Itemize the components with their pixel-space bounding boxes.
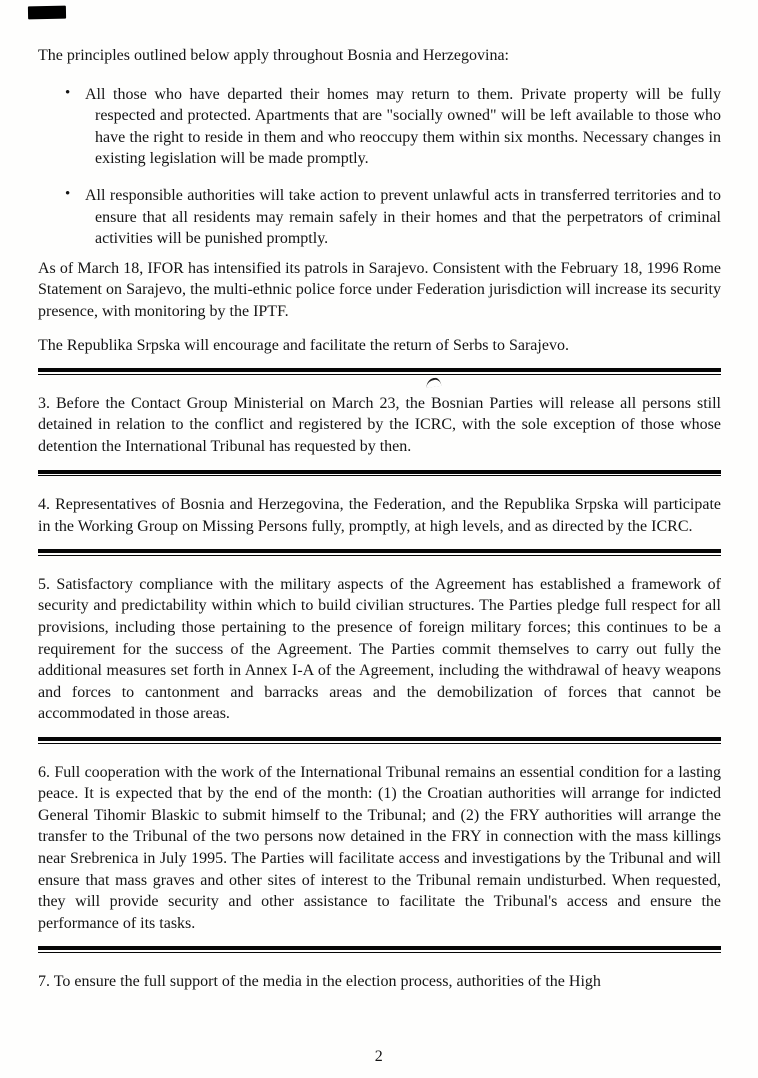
section-divider	[38, 368, 721, 375]
bullet-item-return-of-homes	[65, 84, 721, 170]
scan-squiggle-artifact	[425, 377, 441, 388]
section-3-paragraph: 3. Before the Contact Group Ministerial on March 23, the Bosnian Parties will release all persons still detained in relation to the conflict and registered by the ICRC, with the sole exception of those whose detention the International Tribunal has requested by then.	[38, 394, 721, 455]
bullet-icon: •	[65, 185, 71, 202]
bullet-item-prevent-unlawful-acts	[65, 185, 721, 250]
section-6-paragraph: 6. Full cooperation with the work of the International Tribunal remains an essential condition for a lasting peace. It is expected that by the end of the month: (1) the Croatian authorities will arrange for indicted General Tihomir Blaskic to submit himself to the Tribunal; and (2) the FRY authorities will arrange the transfer to the Tribunal of the two persons now detained in the FRY in connection with the mass killings near Srebrenica in July 1995. The Parties will facilitate access and investigations by the Tribunal and will ensure that mass graves and other sites of interest to the Tribunal remain undisturbed. When requested, they will provide security and other assistance to facilitate the Tribunal's access and ensure the performance of its tasks.	[38, 763, 721, 932]
intro-paragraph: The principles outlined below apply throughout Bosnia and Herzegovina:	[38, 47, 509, 64]
bullet-list	[38, 84, 721, 250]
bullet-icon: •	[65, 84, 71, 101]
section-divider	[38, 946, 721, 953]
page-number: 2	[374, 1048, 384, 1066]
section-divider	[38, 549, 721, 556]
paragraph-ifor-patrols: As of March 18, IFOR has intensified its patrols in Sarajevo. Consistent with the February 18, 1996 Rome Statement on Sarajevo, the multi-ethnic police force under Federation jurisdiction will increase its security presence, with monitoring by the IPTF.	[38, 259, 721, 320]
paragraph-republika-srpska-return: The Republika Srpska will encourage and facilitate the return of Serbs to Sarajevo.	[38, 336, 569, 354]
section-4-paragraph: 4. Representatives of Bosnia and Herzegovina, the Federation, and the Republika Srpska will participate in the Working Group on Missing Persons fully, promptly, at high levels, and as directed by the ICRC.	[38, 496, 721, 535]
section-divider	[38, 737, 721, 744]
scan-artifact-mark	[28, 6, 66, 20]
section-divider	[38, 470, 721, 477]
section-5-paragraph: 5. Satisfactory compliance with the military aspects of the Agreement has established a framework of security and predictability within which to build civilian structures. The Parties pledge full respect for all provisions, including those pertaining to the presence of foreign military forces; this continues to be a requirement for the success of the Agreement. The Parties commit themselves to carry out fully the additional measures set forth in Annex I-A of the Agreement, including the withdrawal of heavy weapons and forces to cantonment and barracks areas and the demobilization of forces that cannot be accommodated in those areas.	[38, 575, 721, 723]
bullet-text: All those who have departed their homes may return to them. Private property will be fully respected and protected. Apartments that are "socially owned" will be left available to those who have the right to reside in them and who reoccupy them within six months. Necessary changes in existing legislation will be made promptly.	[85, 85, 721, 168]
section-7-paragraph: 7. To ensure the full support of the media in the election process, authorities of the High	[38, 972, 601, 990]
bullet-text: All responsible authorities will take action to prevent unlawful acts in transferred territories and to ensure that all residents may remain safely in their homes and that the perpetrators of criminal activities will be punished promptly.	[85, 186, 721, 248]
